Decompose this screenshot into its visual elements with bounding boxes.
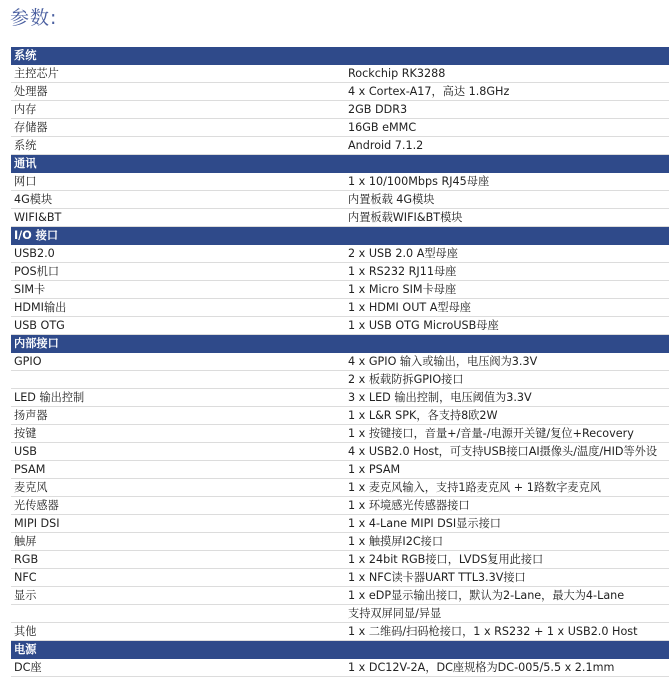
spec-value: 内置板载 4G模块 <box>340 191 669 209</box>
spec-label: 显示 <box>11 587 340 605</box>
section-title: 电源 <box>11 641 669 659</box>
spec-label: LED 输出控制 <box>11 389 340 407</box>
spec-label: USB2.0 <box>11 245 340 263</box>
spec-label: SIM卡 <box>11 281 340 299</box>
spec-label: GPIO <box>11 353 340 371</box>
section-header <box>11 155 669 173</box>
section-title: 通讯 <box>11 155 669 173</box>
spec-label: 主控芯片 <box>11 65 340 83</box>
section-title: 系统 <box>11 47 669 65</box>
spec-label: USB <box>11 443 340 461</box>
spec-row <box>11 389 669 407</box>
spec-row <box>11 605 669 623</box>
spec-label: 内存 <box>11 101 340 119</box>
spec-value: 1 x 环境感光传感器接口 <box>340 497 669 515</box>
spec-value: 1 x Micro SIM卡母座 <box>340 281 669 299</box>
section-header <box>11 227 669 245</box>
spec-label: HDMI输出 <box>11 299 340 317</box>
spec-value: 1 x RS232 RJ11母座 <box>340 263 669 281</box>
spec-row <box>11 533 669 551</box>
spec-label <box>11 371 340 389</box>
spec-label: 处理器 <box>11 83 340 101</box>
spec-row <box>11 263 669 281</box>
spec-row <box>11 353 669 371</box>
spec-value: 2 x 板载防拆GPIO接口 <box>340 371 669 389</box>
spec-row <box>11 443 669 461</box>
spec-row <box>11 425 669 443</box>
spec-label: NFC <box>11 569 340 587</box>
spec-row <box>11 623 669 641</box>
spec-row <box>11 659 669 677</box>
spec-row <box>11 569 669 587</box>
section-header <box>11 335 669 353</box>
spec-value: 1 x 麦克风输入，支持1路麦克风 + 1路数字麦克风 <box>340 479 669 497</box>
spec-row <box>11 191 669 209</box>
spec-value: 1 x DC12V-2A，DC座规格为DC-005/5.5 x 2.1mm <box>340 659 669 677</box>
spec-value: 支持双屏同显/异显 <box>340 605 669 623</box>
spec-value: 1 x HDMI OUT A型母座 <box>340 299 669 317</box>
spec-row <box>11 281 669 299</box>
spec-row <box>11 173 669 191</box>
spec-label: 按键 <box>11 425 340 443</box>
spec-row <box>11 371 669 389</box>
spec-label: 扬声器 <box>11 407 340 425</box>
spec-value: 1 x L&R SPK，各支持8欧2W <box>340 407 669 425</box>
section-header <box>11 47 669 65</box>
spec-value: 4 x USB2.0 Host，可支持USB接口AI摄像头/温度/HID等外设 <box>340 443 669 461</box>
spec-value: 2 x USB 2.0 A型母座 <box>340 245 669 263</box>
spec-value: Rockchip RK3288 <box>340 65 669 83</box>
spec-label <box>11 605 340 623</box>
spec-value: 1 x NFC读卡器UART TTL3.3V接口 <box>340 569 669 587</box>
spec-label: 系统 <box>11 137 340 155</box>
spec-label: POS机口 <box>11 263 340 281</box>
spec-value: 1 x 触摸屏I2C接口 <box>340 533 669 551</box>
spec-row <box>11 101 669 119</box>
section-title: I/O 接口 <box>11 227 669 245</box>
spec-value: 1 x USB OTG MicroUSB母座 <box>340 317 669 335</box>
spec-label: 麦克风 <box>11 479 340 497</box>
spec-label: 其他 <box>11 623 340 641</box>
spec-value: 1 x 4-Lane MIPI DSI显示接口 <box>340 515 669 533</box>
spec-row <box>11 407 669 425</box>
spec-table <box>11 47 669 677</box>
spec-label: 网口 <box>11 173 340 191</box>
spec-value: 1 x 按键接口，音量+/音量-/电源开关键/复位+Recovery <box>340 425 669 443</box>
spec-row <box>11 317 669 335</box>
spec-label: PSAM <box>11 461 340 479</box>
spec-label: MIPI DSI <box>11 515 340 533</box>
section-title: 内部接口 <box>11 335 669 353</box>
spec-row <box>11 515 669 533</box>
spec-row <box>11 83 669 101</box>
spec-value: 4 x GPIO 输入或输出，电压阀为3.3V <box>340 353 669 371</box>
spec-row <box>11 245 669 263</box>
spec-value: 1 x 二维码/扫码枪接口，1 x RS232 + 1 x USB2.0 Host <box>340 623 669 641</box>
spec-row <box>11 137 669 155</box>
spec-value: 1 x 10/100Mbps RJ45母座 <box>340 173 669 191</box>
spec-row <box>11 497 669 515</box>
spec-row <box>11 461 669 479</box>
spec-label: 存储器 <box>11 119 340 137</box>
spec-label: 触屏 <box>11 533 340 551</box>
spec-label: RGB <box>11 551 340 569</box>
spec-label: 4G模块 <box>11 191 340 209</box>
spec-value: 16GB eMMC <box>340 119 669 137</box>
spec-label: 光传感器 <box>11 497 340 515</box>
spec-row <box>11 479 669 497</box>
spec-value: 3 x LED 输出控制，电压阈值为3.3V <box>340 389 669 407</box>
spec-row <box>11 587 669 605</box>
page-title: 参数: <box>10 7 58 29</box>
spec-label: DC座 <box>11 659 340 677</box>
spec-value: 1 x 24bit RGB接口，LVDS复用此接口 <box>340 551 669 569</box>
spec-value: 1 x PSAM <box>340 461 669 479</box>
spec-row <box>11 551 669 569</box>
spec-value: 2GB DDR3 <box>340 101 669 119</box>
spec-value: 4 x Cortex-A17，高达 1.8GHz <box>340 83 669 101</box>
section-header <box>11 641 669 659</box>
spec-value: 内置板载WIFI&BT模块 <box>340 209 669 227</box>
spec-label: USB OTG <box>11 317 340 335</box>
spec-row <box>11 299 669 317</box>
spec-row <box>11 65 669 83</box>
spec-value: 1 x eDP显示输出接口，默认为2-Lane，最大为4-Lane <box>340 587 669 605</box>
spec-label: WIFI&BT <box>11 209 340 227</box>
spec-table-body <box>11 47 669 677</box>
spec-row <box>11 209 669 227</box>
spec-value: Android 7.1.2 <box>340 137 669 155</box>
spec-row <box>11 119 669 137</box>
